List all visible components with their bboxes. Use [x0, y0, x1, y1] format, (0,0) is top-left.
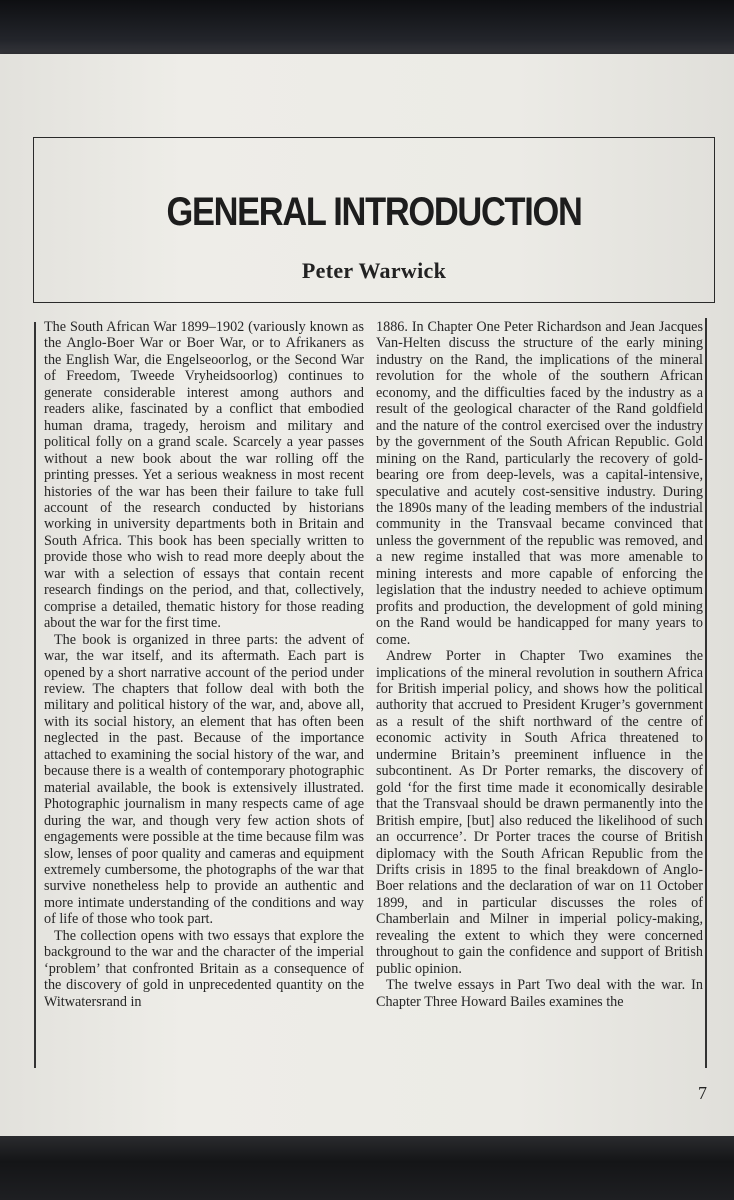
paragraph: The twelve essays in Part Two deal with the war. In Chapter Three Howard Bailes examines the: [376, 977, 703, 1010]
paragraph: Andrew Porter in Chapter Two examines the implications of the mineral revolution in southern Africa for British imperial policy, and shows how the political authority that accrued to President Kruger’s government as a result of the shift northward of the centre of economic activity in South Africa threatened to undermine Britain’s preeminent influence in the subcontinent. As Dr Porter remarks, the discovery of gold ‘for the first time made it economically desirable that the Transvaal should be drawn permanently into the British empire, [but] also reduced the likelihood of such an occurrence’. Dr Porter traces the course of British diplomacy with the South African Republic from the Drifts crisis in 1895 to the final breakdown of Anglo-Boer relations and the declaration of war on 11 October 1899, and in particular discusses the roles of Chamberlain and Milner in imperial policy-making, revealing the extent to which they were concerned throughout to gain the confidence and support of British public opinion.: [376, 648, 703, 977]
paragraph: The South African War 1899–1902 (variously known as the Anglo-Boer War or Boer War, or to Afrikaners as the English War, die Engelseoorlog, or the Second War of Freedom, Tweede Vryheidsoorlog) continues to generate considerable interest among authors and readers alike, fascinated by a conflict that embodied human drama, tragedy, heroism and military and political folly on a grand scale. Scarcely a year passes without a new book about the war rolling off the printing presses. Yet a serious weakness in most recent histories of the war has been their failure to take full account of the research conducted by historians working in university departments both in Britain and South Africa. This book has been specially written to provide those who wish to read more deeply about the war with a selection of essays that contain recent research findings on the period, and that, collectively, comprise a detailed, thematic history for those reading about the war for the first time.: [44, 319, 364, 632]
background-dark-top: [0, 0, 734, 58]
left-column-rule: [34, 322, 36, 1068]
right-column-rule: [705, 318, 707, 1068]
page-title: GENERAL INTRODUCTION: [166, 190, 582, 234]
paragraph: The book is organized in three parts: the advent of war, the war itself, and its aftermath. Each part is opened by a short narrative account of the period under review. The chapters that follow deal with both the military and political history of the war, and, above all, with its social history, an element that has often been neglected in the past. Because of the importance attached to examining the social history of the war, and because there is a wealth of contemporary photographic material available, the book is extensively illustrated. Photographic journalism in many respects came of age during the war, and though very few action shots of engagements were possible at the time because film was slow, lenses of poor quality and cameras and equipment extremely cumbersome, the photographs of the war that survive nonetheless help to provide an authentic and more intimate understanding of the conditions and way of life of those who took part.: [44, 631, 364, 928]
paragraph: 1886. In Chapter One Peter Richardson and Jean Jacques Van-Helten discuss the structure of the early mining industry on the Rand, the implications of the mineral revolution for the whole of the southern African economy, and the difficulties faced by the industry as a result of the geological character of the Rand goldfield and the nature of the control exercised over the industry by the government of the South African Republic. Gold mining on the Rand, particularly the recovery of gold-bearing ore from deep-levels, was a capital-intensive, speculative and acutely cost-sensitive industry. During the 1890s many of the leading members of the industrial community in the Transvaal became convinced that unless the government of the republic was removed, and a new regime installed that was more amenable to mining interests and more capable of enforcing the legislation that the industry needed to achieve optimum profits and production, the development of gold mining on the Rand would be handicapped for many years to come.: [376, 319, 703, 648]
author-name: Peter Warwick: [301, 258, 447, 283]
title-box: [33, 137, 715, 303]
left-text-column: [44, 319, 364, 1071]
right-text-column: [376, 319, 703, 1071]
paragraph: The collection opens with two essays that explore the background to the war and the character of the imperial ‘problem’ that confronted Britain as a consequence of the discovery of gold in unprecedented quantity on the Witwatersrand in: [44, 927, 364, 1010]
background-dark-bottom: [0, 1136, 734, 1200]
page-number: 7: [698, 1083, 707, 1103]
